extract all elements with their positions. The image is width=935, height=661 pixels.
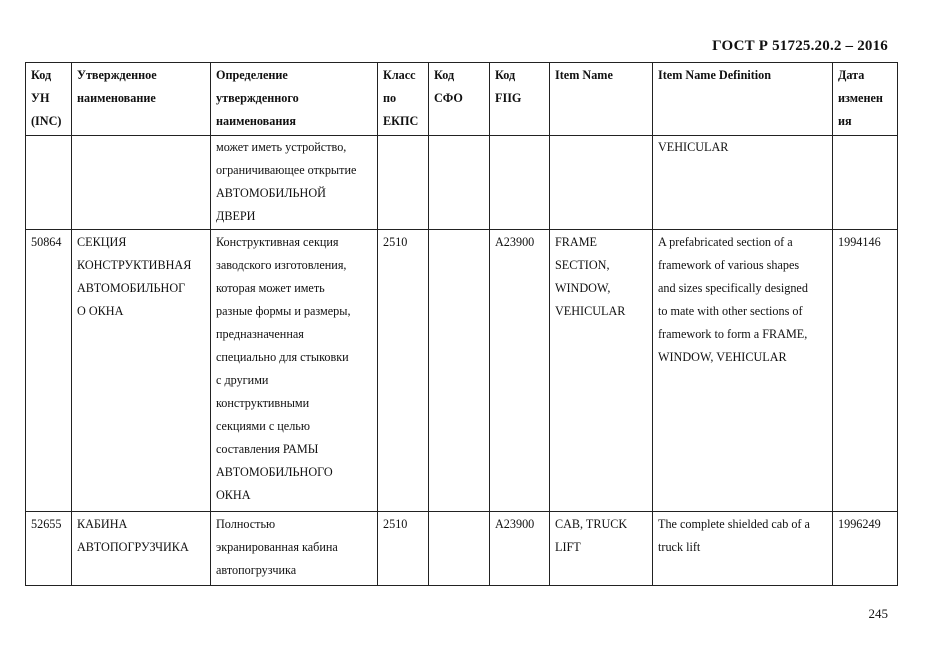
cell-ekps-class <box>378 136 429 230</box>
cell-inc: 52655 <box>26 512 72 586</box>
cell-item-name: CAB, TRUCK LIFT <box>550 512 653 586</box>
cell-fiig-code <box>490 136 550 230</box>
cell-inc <box>26 136 72 230</box>
cell-change-date: 1994146 <box>833 230 898 512</box>
cell-sfo-code <box>429 136 490 230</box>
table-row <box>26 512 898 586</box>
cell-fiig-code: A23900 <box>490 230 550 512</box>
col-header-definition: Определение утвержденного наименования <box>211 63 378 136</box>
cell-approved-name: СЕКЦИЯ КОНСТРУКТИВНАЯ АВТОМОБИЛЬНОГ О ОКНА <box>72 230 211 512</box>
table-row <box>26 136 898 230</box>
cell-approved-name: КАБИНА АВТОПОГРУЗЧИКА <box>72 512 211 586</box>
col-header-approved-name: Утвержденное наименование <box>72 63 211 136</box>
col-header-item-name-definition: Item Name Definition <box>653 63 833 136</box>
cell-change-date: 1996249 <box>833 512 898 586</box>
cell-definition: Полностью экранированная кабина автопогрузчика <box>211 512 378 586</box>
cell-item-name <box>550 136 653 230</box>
cell-sfo-code <box>429 230 490 512</box>
col-header-fiig-code: Код FIIG <box>490 63 550 136</box>
cell-definition: Конструктивная секция заводского изготовления, которая может иметь разные формы и размеры, предназначенная специально для стыковки с другими конструктивными секциями с целью составления РАМЫ АВТОМОБИЛЬНОГО ОКНА <box>211 230 378 512</box>
cell-change-date <box>833 136 898 230</box>
cell-definition: может иметь устройство, ограничивающее открытие АВТОМОБИЛЬНОЙ ДВЕРИ <box>211 136 378 230</box>
cell-sfo-code <box>429 512 490 586</box>
cell-fiig-code: A23900 <box>490 512 550 586</box>
page-number: 245 <box>868 606 888 621</box>
cell-item-name: FRAME SECTION, WINDOW, VEHICULAR <box>550 230 653 512</box>
table-header-row <box>26 63 898 136</box>
cell-ekps-class: 2510 <box>378 230 429 512</box>
table-row <box>26 230 898 512</box>
col-header-inc: Код УН (INC) <box>26 63 72 136</box>
col-header-ekps-class: Класс по ЕКПС <box>378 63 429 136</box>
col-header-sfo-code: Код СФО <box>429 63 490 136</box>
cell-approved-name <box>72 136 211 230</box>
cell-ekps-class: 2510 <box>378 512 429 586</box>
document-header: ГОСТ Р 51725.20.2 – 2016 <box>712 38 888 54</box>
col-header-change-date: Дата изменен ия <box>833 63 898 136</box>
cell-item-name-definition: A prefabricated section of a framework of various shapes and sizes specifically designed to mate with other sections of framework to form a FRAME, WINDOW, VEHICULAR <box>653 230 833 512</box>
catalog-table <box>25 62 898 586</box>
cell-item-name-definition: The complete shielded cab of a truck lift <box>653 512 833 586</box>
cell-item-name-definition: VEHICULAR <box>653 136 833 230</box>
cell-inc: 50864 <box>26 230 72 512</box>
col-header-item-name: Item Name <box>550 63 653 136</box>
